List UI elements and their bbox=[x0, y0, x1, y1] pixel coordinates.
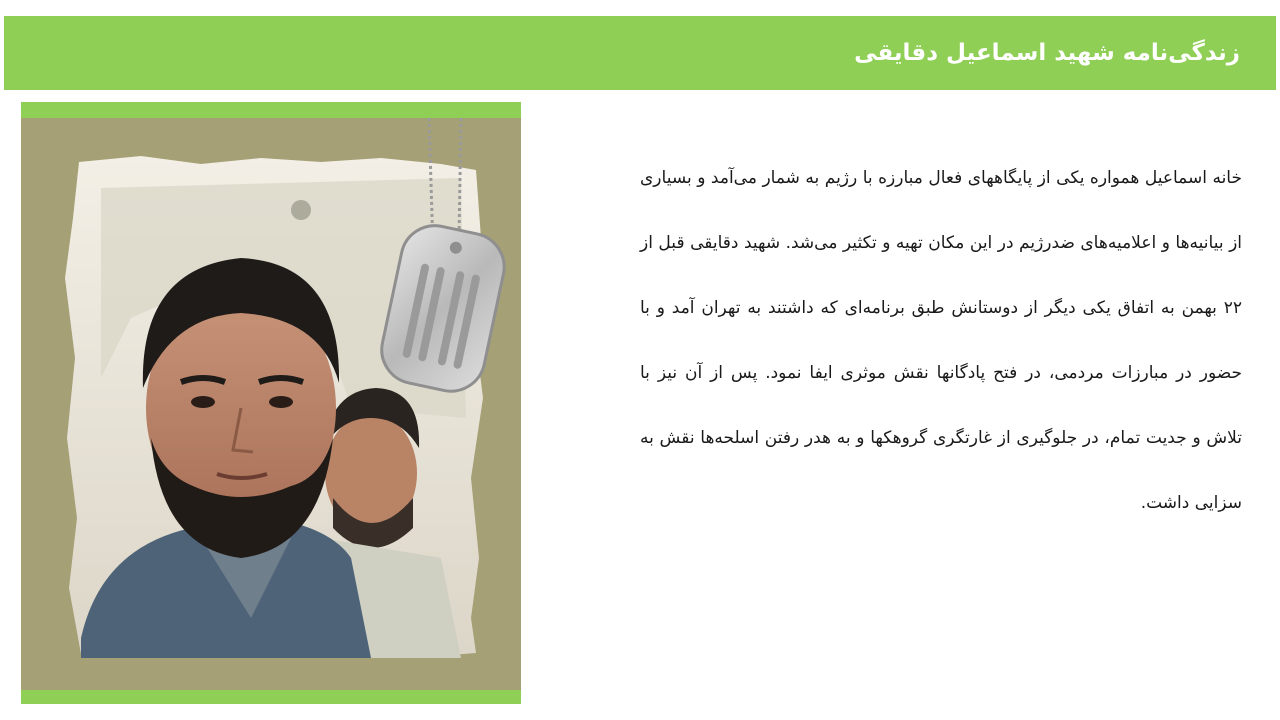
body-paragraph: خانه اسماعیل همواره یکی از پایگاههای فعال مبارزه با رژیم به شمار می‌آمد و بسیاری از بیانیه‌ها و اعلامیه‌های ضدرژیم در این مکان تهیه و تکثیر می‌شد. شهید دقایقی قبل از ۲۲ بهمن به اتفاق یکی دیگر از دوستانش طبق برنامه‌ای که داشتند به تهران آمد و با حضور در مبارزات مردمی، در فتح پادگانها نقش موثری ایفا نمود. پس از آن نیز با تلاش و جدیت تمام، در جلوگیری از غارتگری گروهکها و به هدر رفتن اسلحه‌ها نقش به سزایی داشت. bbox=[640, 168, 1242, 513]
slide-title: زندگی‌نامه شهید اسماعیل دقایقی bbox=[854, 40, 1240, 66]
portrait-photo bbox=[21, 118, 521, 690]
title-bar bbox=[4, 16, 1276, 90]
photo-frame bbox=[21, 102, 521, 704]
